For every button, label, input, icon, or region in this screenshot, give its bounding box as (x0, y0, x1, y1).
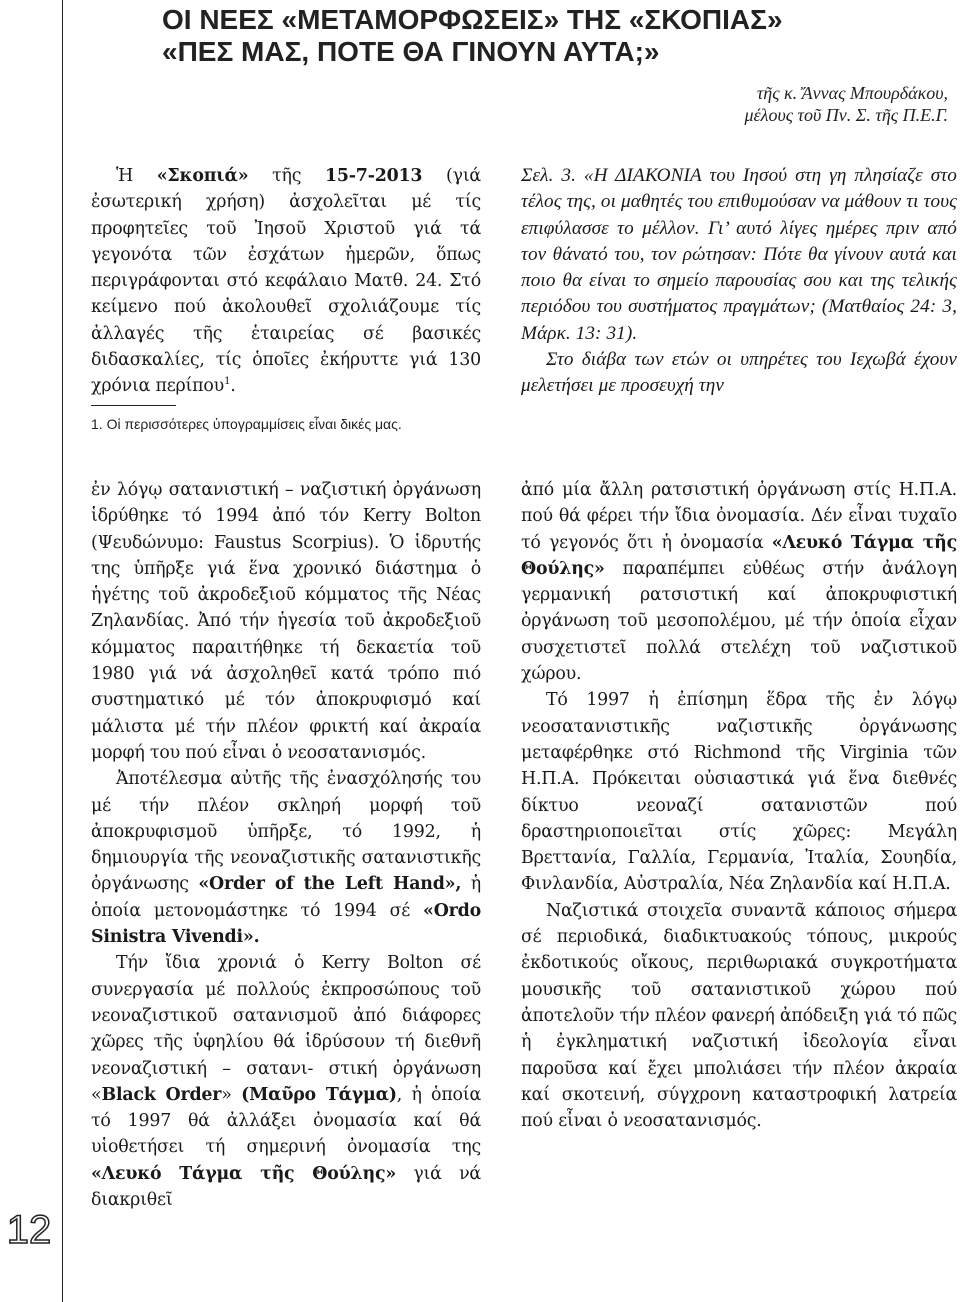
column-2-top-quote (521, 163, 957, 400)
paragraph-richmond: Τό 1997 ἡ ἐπίσημη ἕδρα τῆς ἐν λόγῳ νεοσατανιστικῆς ναζιστικῆς ὀργάνωσης μεταφέρθηκε στό Richmond τῆς Virginia τῶν Η.Π.Α. Πρόκειται οὐσιαστικά γιά ἕνα διεθνές δίκτυο νεοναζί σατανιστῶν πού δραστηριοποιεῖται στίς χῶρες: Μεγάλη Βρεττανία, Γαλλία, Γερμανία, Ἰταλία, Σουηδία, Φινλανδία, Αὐστραλία, Νέα Ζηλανδία καί Η.Π.Α. (521, 690, 957, 895)
page-number: 12 (6, 1208, 52, 1252)
paragraph-organization: ἐν λόγῳ σατανιστική – ναζιστική ὀργάνωση ἱδρύθηκε τό 1994 ἀπό τόν Kerry Bolton (Ψευδώνυμο: Faustus Scorpius). Ὁ ἱδρυτής της ὑπῆρξε γιά ἕνα χρονικό διάστημα ὁ ἡγέτης τοῦ ἀκροδεξιοῦ κόμματος τῆς Νέας Ζηλανδίας. Ἀπό τήν ἡγεσία τοῦ ἀκροδεξιοῦ κόμματος παραιτήθηκε τή δεκαετία τοῦ 1980 γιά νά ἀσχοληθεῖ κατά τρόπο πιό συστηματικό μέ τόν ἀποκρυφισμό καί μάλιστα μέ τήν πλέον φρικτή καί ἀκραία μορφή του πού εἶναι ὁ νεοσατανισμός. (91, 480, 481, 763)
title-line-1: ΟΙ ΝΕΕΣ «ΜΕΤΑΜΟΡΦΩΣΕΙΣ» ΤΗΣ «ΣΚΟΠΙΑΣ» (162, 4, 783, 35)
author-line-1: τῆς κ. Ἄννας Μπουρδάκου, (756, 83, 948, 103)
paragraph-thule: ἀπό μία ἄλλη ρατσιστική ὀργάνωση στίς Η.Π.Α. πού θά φέρει τήν ἴδια ὀνομασία. Δέν εἶναι τυχαῖο τό γεγονός ὅτι ἡ ὀνομασία «Λευκό Τάγμα τῆς Θούλης» παραπέμπει εὐθέως στήν ἀνάλογη γερμανική ρατσιστική καί ἀποκρυφιστική ὀργάνωση τοῦ μεσοπολέμου, μέ τήν ὁποία εἶχαν συσχετιστεῖ πολλά στελέχη τοῦ ναζιστικοῦ χώρου. (521, 480, 957, 685)
page-side-rule (62, 0, 63, 1302)
column-2-bottom (521, 477, 957, 1134)
intro-paragraph: Ἡ «Σκοπιά» τῆς 15-7-2013 (γιά ἐσωτερική χρήση) ἀσχολεῖται μέ τίς προφητεῖες τοῦ Ἰησοῦ Χριστοῦ γιά τά γεγονότα τῶν ἐσχάτων ἡμερῶν, ὅπως περιγράφονται στό κεφάλαιο Ματθ. 24. Στό κείμενο πού ἀκολουθεῖ σχολιάζουμε τίς ἀλλαγές τῆς ἑταιρείας σέ βασικές διδασκαλίες, τίς ὁποῖες ἐκήρυττε γιά 130 χρόνια περίπου$^1$. (91, 166, 481, 397)
author-line-2: μέλους τοῦ Πν. Σ. τῆς Π.Ε.Γ. (744, 105, 948, 125)
column-1-bottom (91, 477, 481, 1213)
author-byline (528, 82, 948, 126)
title-line-2: «ΠΕΣ ΜΑΣ, ΠΟΤΕ ΘΑ ΓΙΝΟΥΝ ΑΥΤΑ;» (162, 36, 660, 67)
quote-paragraph-1: Σελ. 3. «Η ΔΙΑΚΟΝΙΑ του Ιησού στη γη πλησίαζε στο τέλος της, οι μαθητές του επιθυμούσαν να μάθουν τι τους επιφύλασσε το μέλλον. Γι’ αυτό λίγες ημέρες πριν από τον θάνατό του, τον ρώτησαν: Πότε θα γίνουν αυτά και ποιο θα είναι το σημείο παρουσίας σου και της τελικής περιόδου του συστήματος πραγμάτων; (Ματθαίος 24: 3, Μάρκ. 13: 31). (521, 165, 957, 344)
article-title (162, 4, 952, 68)
paragraph-nazi-elements: Ναζιστικά στοιχεῖα συναντᾶ κάποιος σήμερα σέ περιοδικά, διαδικτυακούς τόπους, μικρούς ἐκδοτικούς οἴκους, περιθωριακά συγκροτήματα μουσικῆς τοῦ σατανιστικοῦ χώρου πού ἀποτελοῦν τήν πλέον φανερή ἀπόδειξη γιά τό πῶς ἡ ἐγκληματική ναζιστική ἰδεολογία εἶναι παροῦσα καί ἔχει μπολιάσει τήν πλέον ἀκραία καί σκοτεινή, σύγχρονη καταστροφική λατρεία πού εἶναι ὁ νεοσατανισμός. (521, 900, 958, 1132)
footnote: 1. Οἱ περισσότερες ὑπογραμμίσεις εἶναι δικές μας. (91, 416, 402, 432)
footnote-ref: 1 (224, 376, 231, 388)
quote-paragraph-2: Στο διάβα των ετών οι υπηρέτες του Ιεχωβά έχουν μελετήσει με προσευχή την (521, 349, 957, 397)
paragraph-result: Ἀποτέλεσμα αὐτῆς τῆς ἐνασχόλησής του μέ τήν πλέον σκληρή μορφή τοῦ ἀποκρυφισμοῦ ὑπῆρξε, τό 1992, ἡ δημιουργία τῆς νεοναζιστικῆς σατανιστικῆς ὀργάνωσης «Order of the Left Hand», ἡ ὁποία μετονομάστηκε τό 1994 σέ «Ordo Sinistra Vivendi». (91, 769, 481, 948)
footnote-rule (91, 405, 176, 406)
paragraph-black-order: Τήν ἴδια χρονιά ὁ Kerry Bolton σέ συνεργασία μέ πολλούς ἐκπροσώπους τοῦ νεοναζιστικοῦ σατανισμοῦ ἀπό διάφορες χῶρες τῆς ὑφηλίου θά ἱδρύσουν τή διεθνῆ νεοναζιστική – σατανι- στική ὀργάνωση «Black Order» (Μαῦρο Τάγμα), ἡ ὁποία τό 1997 θά ἀλλάξει ὀνομασία καί θά υἱοθετήσει τή σημερινή ὀνομασία της «Λευκό Τάγμα τῆς Θούλης» γιά νά διακριθεῖ (91, 953, 481, 1211)
column-1-top (91, 163, 481, 400)
